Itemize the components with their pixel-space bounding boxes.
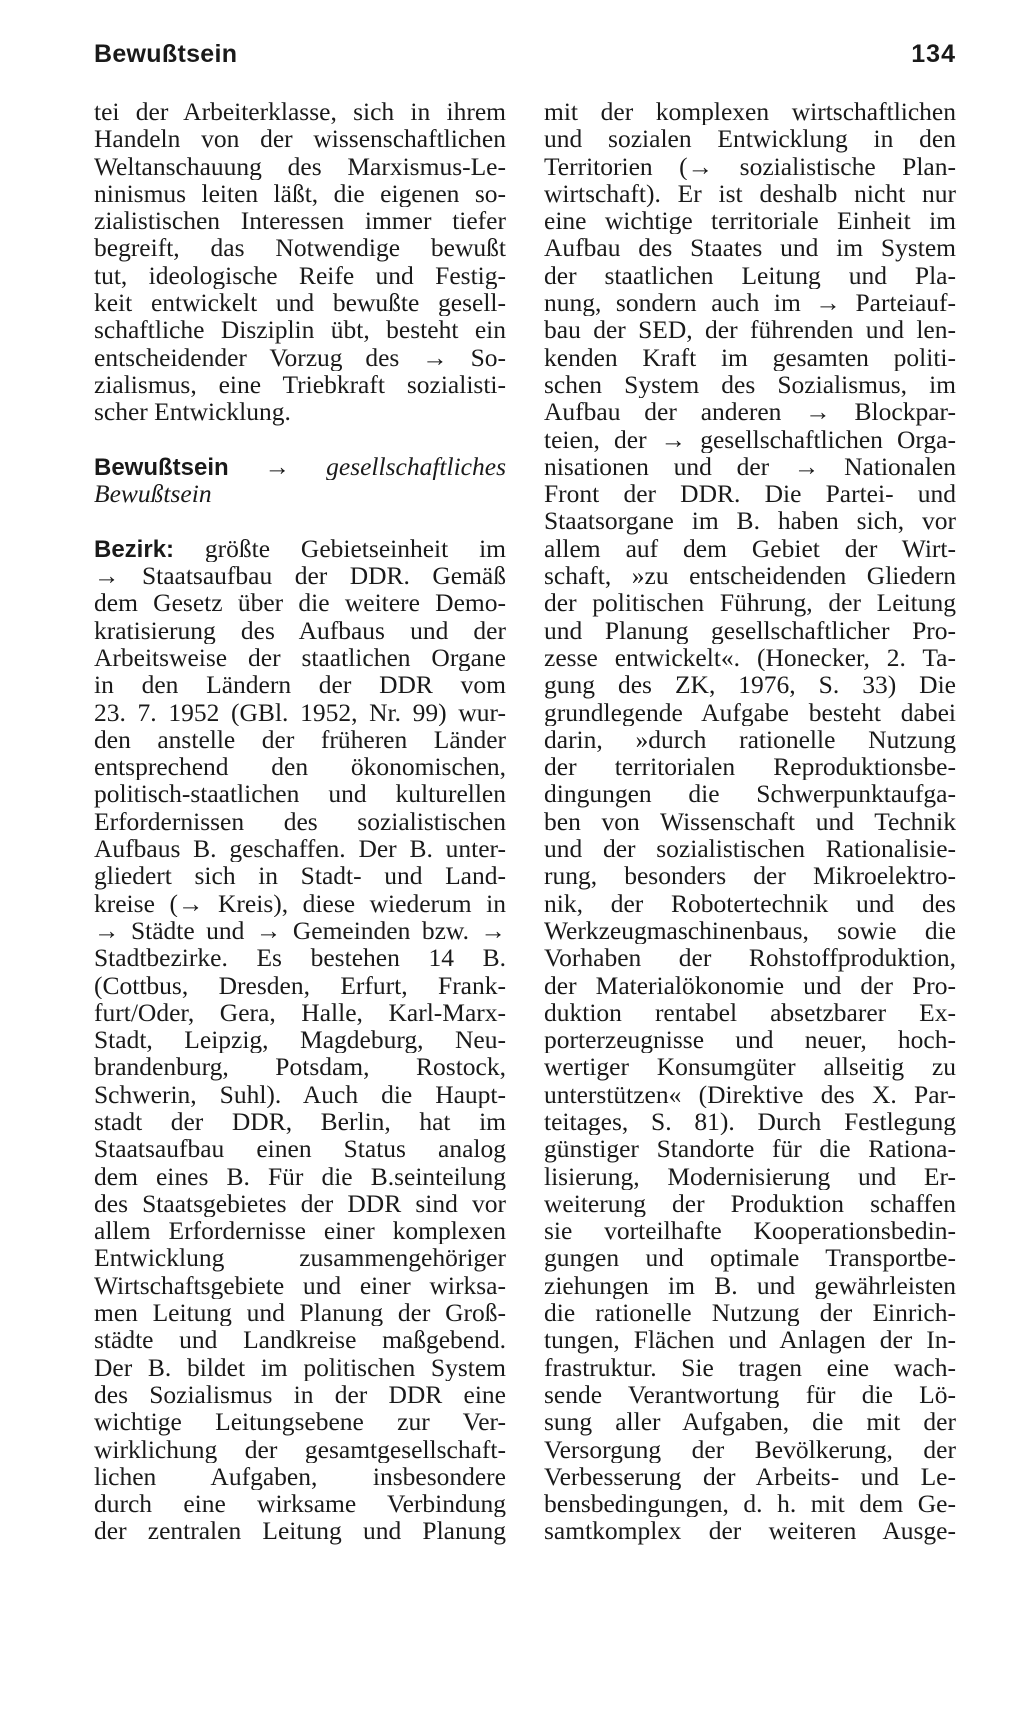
text-line: günstiger Standorte für die Rationa- [544, 1135, 956, 1163]
text-line: Staatsorgane im B. haben sich, vor [544, 507, 956, 535]
text-line: ben von Wissenschaft und Technik [544, 807, 956, 836]
text-line: der territorialen Reproduktionsbe- [544, 753, 956, 781]
text-line: sung aller Aufgaben, die mit der [544, 1408, 956, 1436]
text-line: entsprechend den ökonomischen, [94, 753, 506, 781]
entry-line [94, 535, 506, 562]
text-line: ninismus leiten läßt, die eigenen so- [94, 179, 506, 208]
text-line: keit entwickelt und bewußte gesell- [94, 289, 506, 317]
text-line: Territorien (→ sozialistische Plan- [544, 152, 956, 180]
text-line: brandenburg, Potsdam, Rostock, [94, 1053, 506, 1081]
text-line: scher Entwicklung. [94, 398, 291, 426]
entry-line [94, 453, 506, 480]
text-line: städte und Landkreise maßgebend. [94, 1326, 506, 1354]
text-line: der staatlichen Leitung und Pla- [544, 261, 956, 290]
text-line: die rationelle Nutzung der Einrich- [544, 1299, 956, 1327]
text-line: wichtige Leitungsebene zur Ver- [94, 1408, 506, 1436]
entry-continuation [94, 98, 506, 426]
text-line: nik, der Robotertechnik und des [544, 889, 956, 917]
right-column [544, 98, 956, 1545]
text-line: Stadtbezirke. Es bestehen 14 B. [94, 944, 506, 972]
text-line: der politischen Führung, der Leitung [544, 589, 956, 617]
text-line: eine wichtige territoriale Einheit im [544, 207, 956, 235]
text-line: der Materialökonomie und der Pro- [544, 971, 956, 999]
text-line: Wirtschaftsgebiete und einer wirksa- [94, 1271, 506, 1300]
text-line: tut, ideologische Reife und Festig- [94, 261, 506, 290]
text-line: Versorgung der Bevölkerung, der [544, 1435, 956, 1463]
text-line: schaft, »zu entscheidenden Gliedern [544, 562, 956, 590]
left-column [94, 98, 506, 1545]
text-line: und Planung gesellschaftlicher Pro- [544, 616, 956, 644]
text-line: kratisierung des Aufbaus und der [94, 616, 506, 644]
text-line: des Staatsgebietes der DDR sind vor [94, 1189, 506, 1218]
text-line: Staatsaufbau einen Status analog [94, 1135, 506, 1163]
entry-bewusstsein [94, 453, 506, 508]
text-line: stadt der DDR, Berlin, hat im [94, 1107, 506, 1136]
text-line: schaftliche Disziplin übt, besteht ein [94, 316, 506, 344]
text-line: teitages, S. 81). Durch Festlegung [544, 1107, 956, 1136]
text-line: furt/Oder, Gera, Halle, Karl-Marx- [94, 998, 506, 1027]
text-line: Vorhaben der Rohstoffproduktion, [544, 944, 956, 972]
text-line: frastruktur. Sie tragen eine wach- [544, 1353, 956, 1381]
entry-body [94, 562, 506, 1545]
text-line: → Staatsaufbau der DDR. Gemäß [94, 562, 506, 590]
text-line: wirtschaft). Er ist deshalb nicht nur [544, 179, 956, 208]
headword: Bewußtsein [94, 453, 229, 481]
running-head: Bewußtsein [94, 40, 238, 68]
text-line: grundlegende Aufgabe besteht dabei [544, 698, 956, 726]
entry-line [94, 480, 506, 507]
text-line: den anstelle der früheren Länder [94, 725, 506, 754]
text-line: weiterung der Produktion schaffen [544, 1189, 956, 1218]
text-line: des Sozialismus in der DDR eine [94, 1380, 506, 1409]
text-line: nisationen und der → Nationalen [544, 452, 956, 481]
text-line: ziehungen im B. und gewährleisten [544, 1271, 956, 1300]
text-line: zialismus, eine Triebkraft sozialisti- [94, 370, 506, 399]
text-line: begreift, das Notwendige bewußt [94, 234, 506, 262]
text-line: allem auf dem Gebiet der Wirt- [544, 534, 956, 563]
text-line: mit der komplexen wirtschaftlichen [544, 98, 956, 126]
text-line: gung des ZK, 1976, S. 33) Die [544, 671, 956, 699]
text-line: tungen, Flächen und Anlagen der In- [544, 1326, 956, 1354]
text-line: lichen Aufgaben, insbesondere [94, 1462, 506, 1491]
text-line: rung, besonders der Mikroelektro- [544, 862, 956, 890]
text-line: Schwerin, Suhl). Auch die Haupt- [94, 1080, 506, 1108]
text-line: kreise (→ Kreis), diese wiederum in [94, 889, 506, 917]
text-line: der zentralen Leitung und Planung [94, 1517, 506, 1545]
headword: Bezirk: [94, 535, 175, 563]
text-line: teien, der → gesellschaftlichen Orga- [544, 425, 956, 453]
text-line: und sozialen Entwicklung in den [544, 125, 956, 153]
cross-reference: Bewußtsein [94, 480, 212, 508]
text-line: politisch-staatlichen und kulturellen [94, 780, 506, 808]
text-line: zesse entwickelt«. (Honecker, 2. Ta- [544, 643, 956, 672]
cross-reference: → gesellschaftliches [264, 452, 506, 481]
page-header [94, 40, 956, 80]
text-line: nung, sondern auch im → Parteiauf- [544, 289, 956, 317]
text-line: gliedert sich in Stadt- und Land- [94, 862, 506, 890]
text-line: und der sozialistischen Rationalisie- [544, 835, 956, 863]
text-line: samtkomplex der weiteren Ausge- [544, 1517, 956, 1545]
text-line: Aufbaus B. geschaffen. Der B. unter- [94, 835, 506, 863]
page-number: 134 [911, 40, 956, 68]
text-line: porterzeugnisse und neuer, hoch- [544, 1026, 956, 1054]
text-line: sie vorteilhafte Kooperationsbedin- [544, 1217, 956, 1245]
text-line: duktion rentabel absetzbarer Ex- [544, 998, 956, 1027]
text-line: Handeln von der wissenschaftlichen [94, 125, 506, 153]
text-line: Entwicklung zusammengehöriger [94, 1244, 506, 1272]
text-line: (Cottbus, Dresden, Erfurt, Frank- [94, 971, 506, 999]
text-line: bensbedingungen, d. h. mit dem Ge- [544, 1490, 956, 1518]
text-line: wertiger Konsumgüter allseitig zu [544, 1053, 956, 1081]
text-line: darin, »durch rationelle Nutzung [544, 725, 956, 754]
text-line: entscheidender Vorzug des → So- [94, 343, 506, 371]
text-line: dem Gesetz über die weitere Demo- [94, 589, 506, 617]
text-line: bau der SED, der führenden und len- [544, 316, 956, 344]
text-line: kenden Kraft im gesamten politi- [544, 343, 956, 371]
text-line: Werkzeugmaschinenbaus, sowie die [544, 916, 956, 945]
text-line: Verbesserung der Arbeits- und Le- [544, 1462, 956, 1491]
entry-text: größte Gebietseinheit im [204, 534, 506, 563]
text-line: wirklichung der gesamtgesellschaft- [94, 1435, 506, 1463]
text-line: tei der Arbeiterklasse, sich in ihrem [94, 98, 506, 126]
text-line: sende Verantwortung für die Lö- [544, 1380, 956, 1409]
text-line: men Leitung und Planung der Groß- [94, 1299, 506, 1327]
text-line: in den Ländern der DDR vom [94, 671, 506, 699]
text-line: allem Erfordernisse einer komplexen [94, 1217, 506, 1245]
text-line: dingungen die Schwerpunktaufga- [544, 780, 956, 808]
text-line: zialistischen Interessen immer tiefer [94, 207, 506, 235]
text-line: Der B. bildet im politischen System [94, 1353, 506, 1381]
text-line: Aufbau des Staates und im System [544, 234, 956, 262]
text-line: Weltanschauung des Marxismus-Le- [94, 152, 506, 180]
text-line: 23. 7. 1952 (GBl. 1952, Nr. 99) wur- [94, 698, 506, 726]
text-line: Arbeitsweise der staatlichen Organe [94, 643, 506, 672]
text-line: durch eine wirksame Verbindung [94, 1490, 506, 1518]
entry-bezirk [94, 535, 506, 1545]
text-line: Aufbau der anderen → Blockpar- [544, 398, 956, 426]
text-line: → Städte und → Gemeinden bzw. → [94, 916, 506, 945]
text-line: Stadt, Leipzig, Magdeburg, Neu- [94, 1026, 506, 1054]
text-line: Front der DDR. Die Partei- und [544, 480, 956, 508]
text-line: schen System des Sozialismus, im [544, 370, 956, 399]
text-line: Erfordernissen des sozialistischen [94, 807, 506, 836]
text-line: dem eines B. Für die B.seinteilung [94, 1162, 506, 1190]
text-line: lisierung, Modernisierung und Er- [544, 1162, 956, 1190]
text-line: unterstützen« (Direktive des X. Par- [544, 1080, 956, 1108]
text-line: gungen und optimale Transportbe- [544, 1244, 956, 1272]
